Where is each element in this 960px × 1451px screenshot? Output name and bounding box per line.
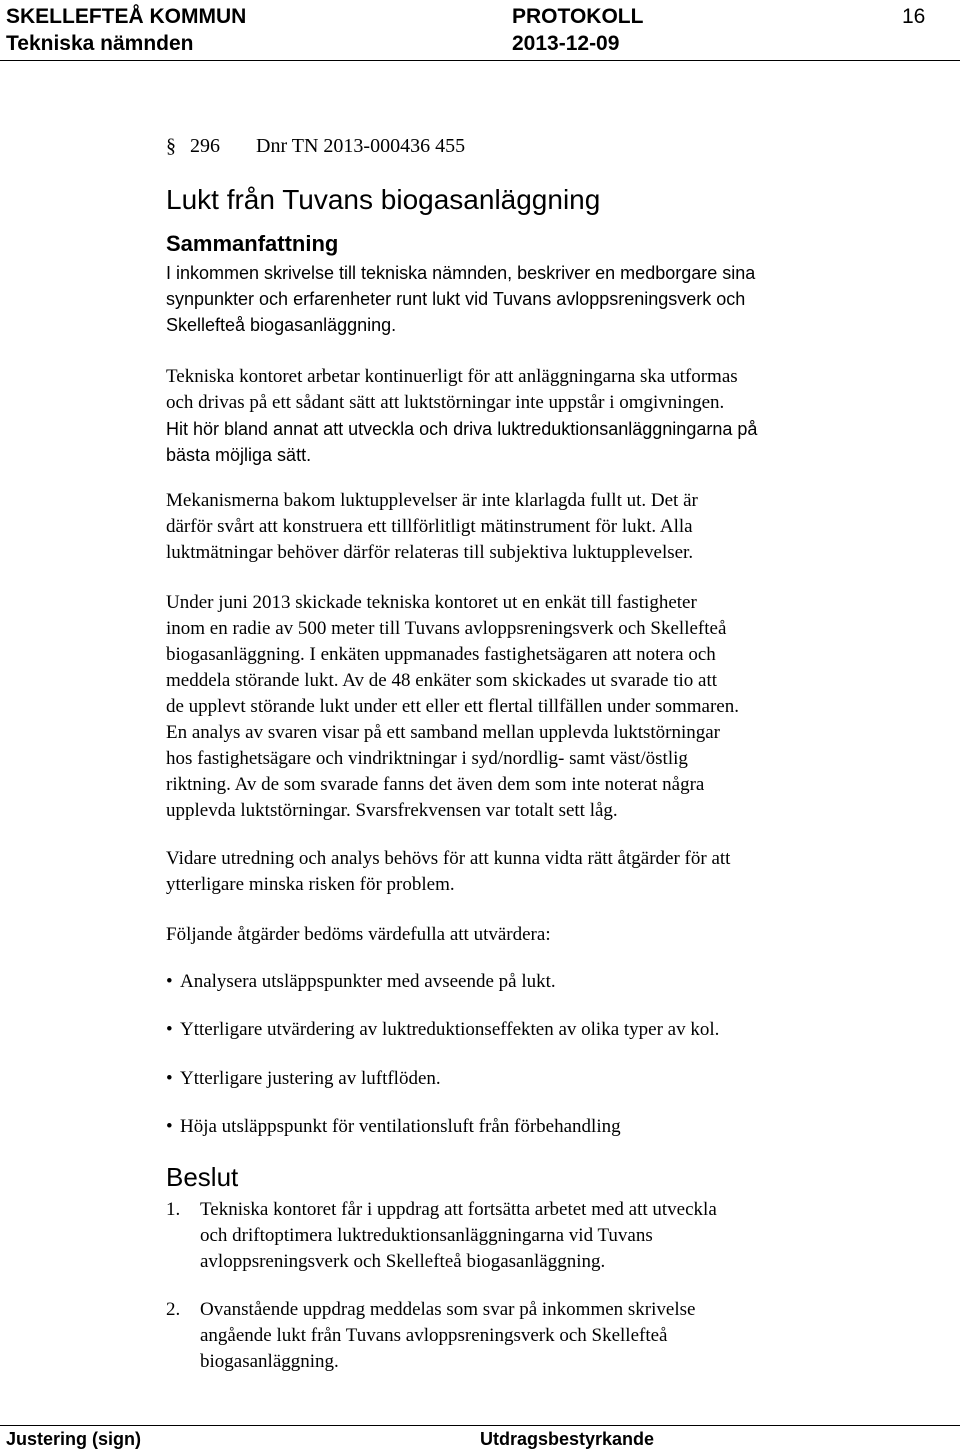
bullet-text: Analysera utsläppspunkter med avseende på lukt. bbox=[180, 971, 556, 992]
text-line: angående lukt från Tuvans avloppsreningsverk och Skellefteå bbox=[200, 1325, 668, 1346]
text-line: och driftoptimera luktreduktionsanläggningarna vid Tuvans bbox=[200, 1225, 653, 1246]
text-line: inom en radie av 500 meter till Tuvans avloppsreningsverk och Skellefteå bbox=[166, 618, 727, 639]
summary-intro bbox=[166, 260, 856, 338]
bullet-text: Ytterligare justering av luftflöden. bbox=[180, 1068, 441, 1089]
text-line: biogasanläggning. bbox=[200, 1351, 339, 1372]
section-number: 296 bbox=[190, 135, 220, 157]
paragraph-1 bbox=[166, 364, 856, 468]
footer-divider bbox=[0, 1425, 960, 1426]
bullet-icon: • bbox=[166, 1068, 173, 1089]
meeting-date: 2013-12-09 bbox=[512, 32, 620, 55]
paragraph-sign: § bbox=[166, 135, 176, 157]
text-line: biogasanläggning. I enkäten uppmanades fastighetsägaren att notera och bbox=[166, 644, 716, 665]
item-number: 1. bbox=[166, 1199, 181, 1220]
bullet-item bbox=[166, 1066, 441, 1092]
text-line: Skellefteå biogasanläggning. bbox=[166, 315, 397, 335]
text-line: luktmätningar behöver därför relateras till subjektiva luktupplevelser. bbox=[166, 542, 694, 563]
text-line: de upplevt störande lukt under ett eller ett flertal tillfällen under sommaren. bbox=[166, 696, 739, 717]
page-title: Lukt från Tuvans biogasanläggning bbox=[166, 184, 601, 215]
text-line: Ovanstående uppdrag meddelas som svar på inkommen skrivelse bbox=[200, 1299, 696, 1320]
text-line: meddela störande lukt. Av de 48 enkäter som skickades ut svarade tio att bbox=[166, 670, 718, 691]
text-line: och drivas på ett sådant sätt att luktstörningar inte uppstår i omgivningen. bbox=[166, 392, 725, 413]
text-line: Följande åtgärder bedöms värdefulla att utvärdera: bbox=[166, 924, 551, 945]
header-divider bbox=[0, 60, 960, 61]
bullet-item bbox=[166, 969, 556, 995]
text-line: Vidare utredning och analys behövs för att kunna vidta rätt åtgärder för att bbox=[166, 848, 731, 869]
committee-name: Tekniska nämnden bbox=[6, 32, 194, 55]
text-line: bästa möjliga sätt. bbox=[166, 445, 312, 465]
measures-intro bbox=[166, 922, 856, 948]
text-line: ytterligare minska risken för problem. bbox=[166, 874, 455, 895]
text-line: därför svårt att konstruera ett tillförlitligt mätinstrument för lukt. Alla bbox=[166, 516, 693, 537]
paragraph-2 bbox=[166, 488, 856, 566]
page-number: 16 bbox=[902, 5, 926, 28]
section-line bbox=[166, 133, 465, 159]
text-line: En analys av svaren visar på ett samband mellan upplevda luktstörningar bbox=[166, 722, 721, 743]
bullet-icon: • bbox=[166, 1019, 173, 1040]
text-line: riktning. Av de som svarade fanns det även dem som inte noterat några bbox=[166, 774, 705, 795]
text-line: upplevda luktstörningar. Svarsfrekvensen var totalt sett låg. bbox=[166, 800, 618, 821]
sign-label: Justering (sign) bbox=[6, 1429, 142, 1449]
text-line: I inkommen skrivelse till tekniska nämnden, beskriver en medborgare sina bbox=[166, 263, 756, 283]
item-number: 2. bbox=[166, 1299, 181, 1320]
text-line: Under juni 2013 skickade tekniska kontoret ut en enkät till fastigheter bbox=[166, 592, 697, 613]
org-name: SKELLEFTEÅ KOMMUN bbox=[6, 5, 247, 28]
text-line: hos fastighetsägare och vindriktningar i syd/nordlig- samt väst/östlig bbox=[166, 748, 688, 769]
bullet-item bbox=[166, 1114, 621, 1140]
text-line: Tekniska kontoret får i uppdrag att fortsätta arbetet med att utveckla bbox=[200, 1199, 717, 1220]
text-line: Hit hör bland annat att utveckla och driva luktreduktionsanläggningarna på bbox=[166, 419, 758, 439]
dnr: Dnr TN 2013-000436 455 bbox=[256, 135, 466, 157]
text-line: Mekanismerna bakom luktupplevelser är inte klarlagda fullt ut. Det är bbox=[166, 490, 698, 511]
text-line: synpunkter och erfarenheter runt lukt vid Tuvans avloppsreningsverk och bbox=[166, 289, 746, 309]
bullet-icon: • bbox=[166, 1116, 173, 1137]
extract-label: Utdragsbestyrkande bbox=[480, 1429, 655, 1449]
bullet-item bbox=[166, 1017, 719, 1043]
text-line: avloppsreningsverk och Skellefteå biogasanläggning. bbox=[200, 1251, 606, 1272]
paragraph-4 bbox=[166, 846, 856, 898]
bullet-text: Höja utsläppspunkt för ventilationsluft från förbehandling bbox=[180, 1116, 621, 1137]
decision-heading: Beslut bbox=[166, 1162, 239, 1192]
text-line: Tekniska kontoret arbetar kontinuerligt för att anläggningarna ska utformas bbox=[166, 366, 738, 387]
bullet-icon: • bbox=[166, 971, 173, 992]
bullet-text: Ytterligare utvärdering av luktreduktionseffekten av olika typer av kol. bbox=[180, 1019, 720, 1040]
paragraph-3 bbox=[166, 590, 856, 824]
summary-heading: Sammanfattning bbox=[166, 231, 339, 256]
doc-type: PROTOKOLL bbox=[512, 5, 644, 28]
